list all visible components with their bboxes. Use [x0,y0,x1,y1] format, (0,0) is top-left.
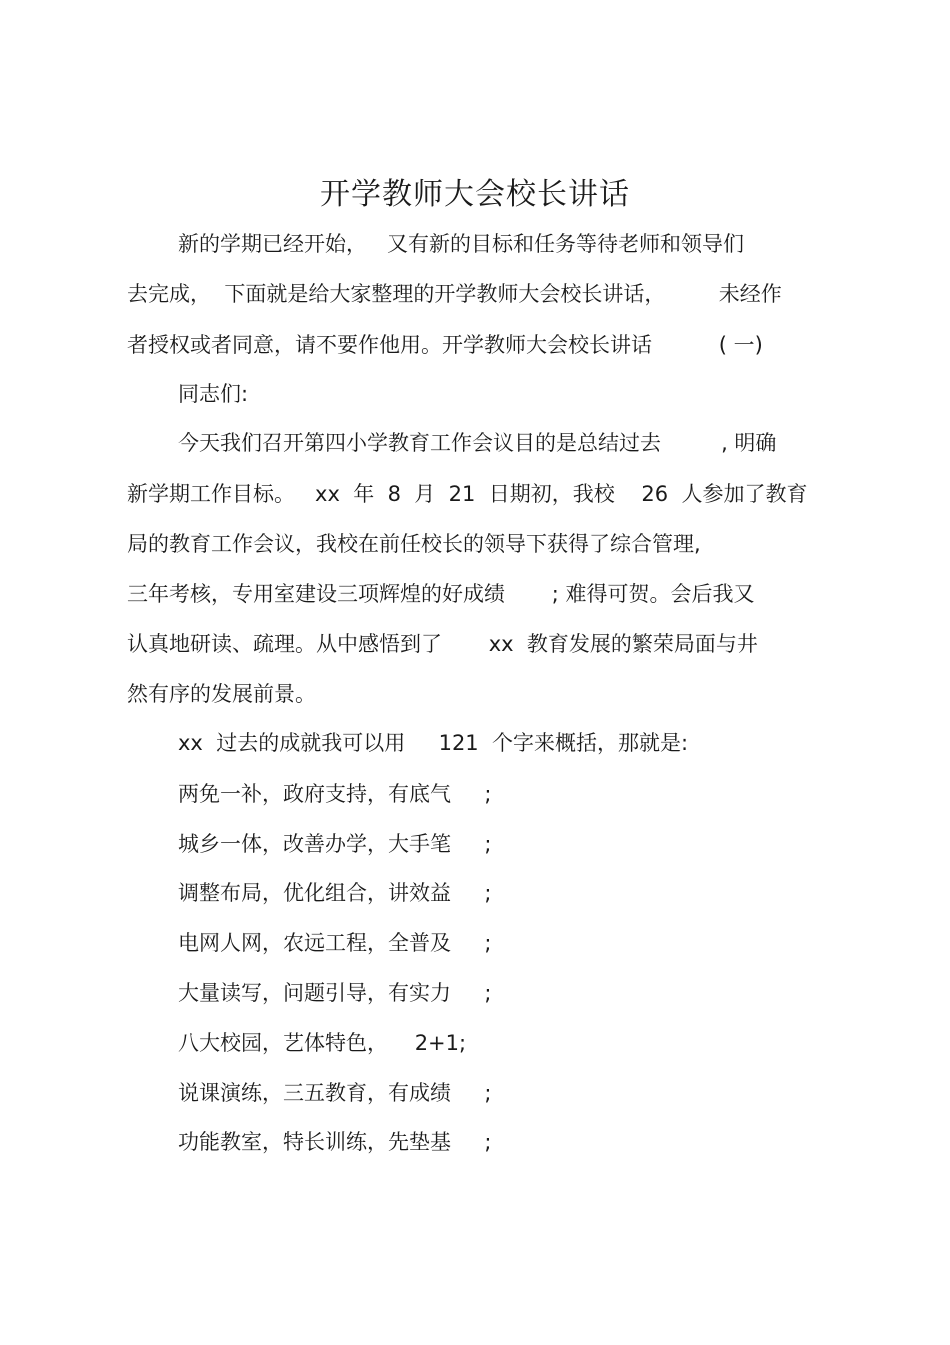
list-item-5: 大量读写，问题引导，有实力 ; [178,981,492,1005]
document-title: 开学教师大会校长讲话 [320,177,630,212]
summary-intro-line: xx 过去的成就我可以用 121 个字来概括，那就是: [178,731,689,755]
paragraph-line-body-3: 局的教育工作会议，我校在前任校长的领导下获得了综合管理, [127,532,701,556]
paragraph-line-body-4: 三年考核，专用室建设三项辉煌的好成绩 ; 难得可贺。会后我又 [127,582,755,606]
list-item-6: 八大校园，艺体特色， 2+1; [178,1031,467,1055]
list-item-7: 说课演练，三五教育，有成绩 ; [178,1081,492,1105]
list-item-4: 电网人网，农远工程，全普及 ; [178,931,492,955]
paragraph-line-body-1: 今天我们召开第四小学教育工作会议目的是总结过去 , 明确 [178,431,777,455]
list-item-3: 调整布局，优化组合，讲效益 ; [178,881,492,905]
paragraph-line-body-5: 认真地研读、疏理。从中感悟到了 xx 教育发展的繁荣局面与井 [127,632,758,656]
paragraph-line-intro-3: 者授权或者同意，请不要作他用。开学教师大会校长讲话 ( 一) [127,333,763,357]
paragraph-line-body-2: 新学期工作目标。 xx 年 8 月 21 日期初，我校 26 人参加了教育 [127,482,808,506]
salutation-line: 同志们: [178,382,249,406]
paragraph-line-intro-2: 去完成， 下面就是给大家整理的开学教师大会校长讲话， 未经作 [127,282,782,306]
list-item-1: 两免一补，政府支持，有底气 ; [178,782,492,806]
paragraph-line-body-6: 然有序的发展前景。 [127,682,316,706]
paragraph-line-intro-1: 新的学期已经开始， 又有新的目标和任务等待老师和领导们 [178,232,745,256]
list-item-2: 城乡一体，改善办学，大手笔 ; [178,832,492,856]
list-item-8: 功能教室，特长训练，先垫基 ; [178,1130,492,1154]
